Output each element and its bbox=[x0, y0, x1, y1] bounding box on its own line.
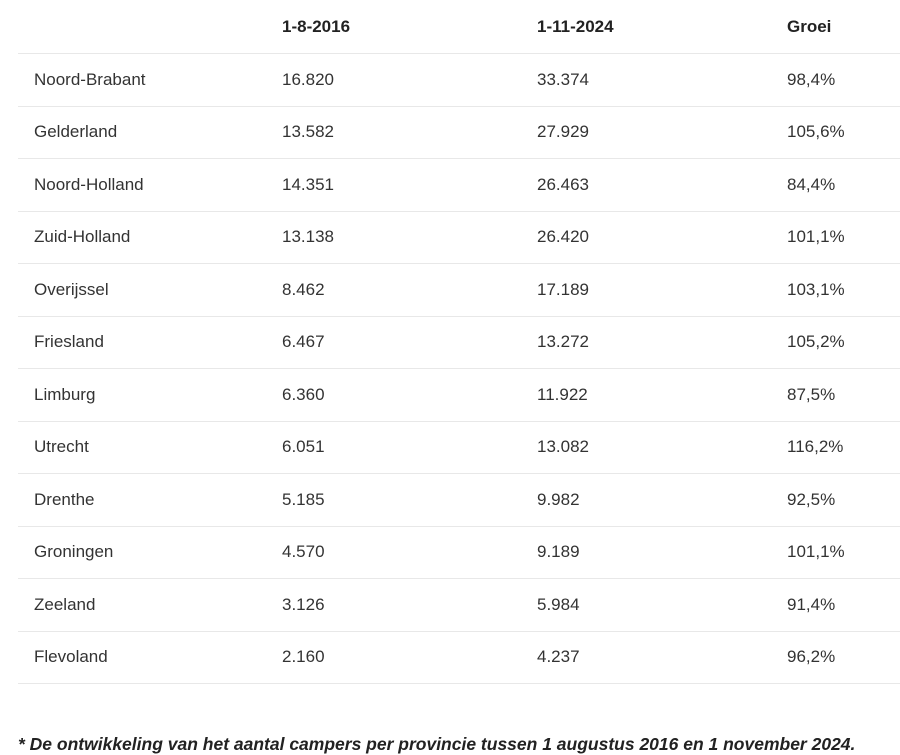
cell-2024: 26.463 bbox=[537, 159, 787, 212]
cell-2016: 8.462 bbox=[282, 264, 537, 317]
cell-growth: 116,2% bbox=[787, 421, 900, 474]
cell-2016: 13.582 bbox=[282, 106, 537, 159]
cell-province: Friesland bbox=[18, 316, 282, 369]
table-row bbox=[18, 106, 900, 159]
campers-table-container bbox=[18, 0, 900, 684]
cell-province: Drenthe bbox=[18, 474, 282, 527]
cell-2024: 33.374 bbox=[537, 54, 787, 107]
cell-province: Utrecht bbox=[18, 421, 282, 474]
cell-2024: 17.189 bbox=[537, 264, 787, 317]
cell-province: Limburg bbox=[18, 369, 282, 422]
header-2024: 1-11-2024 bbox=[537, 0, 787, 54]
cell-2024: 9.982 bbox=[537, 474, 787, 527]
table-row bbox=[18, 421, 900, 474]
table-row bbox=[18, 264, 900, 317]
table-row bbox=[18, 159, 900, 212]
table-row bbox=[18, 526, 900, 579]
table-body bbox=[18, 54, 900, 684]
cell-2024: 11.922 bbox=[537, 369, 787, 422]
cell-growth: 87,5% bbox=[787, 369, 900, 422]
cell-growth: 96,2% bbox=[787, 631, 900, 684]
cell-province: Zuid-Holland bbox=[18, 211, 282, 264]
cell-2016: 4.570 bbox=[282, 526, 537, 579]
cell-2024: 5.984 bbox=[537, 579, 787, 632]
cell-2024: 26.420 bbox=[537, 211, 787, 264]
cell-growth: 92,5% bbox=[787, 474, 900, 527]
table-row bbox=[18, 579, 900, 632]
cell-province: Gelderland bbox=[18, 106, 282, 159]
cell-2024: 13.272 bbox=[537, 316, 787, 369]
table-row bbox=[18, 631, 900, 684]
cell-province: Groningen bbox=[18, 526, 282, 579]
cell-2016: 3.126 bbox=[282, 579, 537, 632]
cell-growth: 84,4% bbox=[787, 159, 900, 212]
table-row bbox=[18, 369, 900, 422]
cell-growth: 105,6% bbox=[787, 106, 900, 159]
cell-growth: 105,2% bbox=[787, 316, 900, 369]
cell-province: Noord-Brabant bbox=[18, 54, 282, 107]
cell-2016: 6.360 bbox=[282, 369, 537, 422]
cell-2016: 6.467 bbox=[282, 316, 537, 369]
cell-growth: 101,1% bbox=[787, 526, 900, 579]
cell-2024: 9.189 bbox=[537, 526, 787, 579]
table-row bbox=[18, 211, 900, 264]
cell-growth: 98,4% bbox=[787, 54, 900, 107]
table-row bbox=[18, 54, 900, 107]
cell-growth: 91,4% bbox=[787, 579, 900, 632]
table-row bbox=[18, 474, 900, 527]
cell-province: Flevoland bbox=[18, 631, 282, 684]
cell-2016: 16.820 bbox=[282, 54, 537, 107]
cell-2016: 6.051 bbox=[282, 421, 537, 474]
cell-2016: 2.160 bbox=[282, 631, 537, 684]
campers-per-province-table bbox=[18, 0, 900, 684]
cell-2024: 4.237 bbox=[537, 631, 787, 684]
cell-2016: 13.138 bbox=[282, 211, 537, 264]
header-row bbox=[18, 0, 900, 54]
cell-growth: 101,1% bbox=[787, 211, 900, 264]
header-province bbox=[18, 0, 282, 54]
cell-2024: 13.082 bbox=[537, 421, 787, 474]
header-growth: Groei bbox=[787, 0, 900, 54]
table-row bbox=[18, 316, 900, 369]
cell-growth: 103,1% bbox=[787, 264, 900, 317]
table-footnote: * De ontwikkeling van het aantal campers per provincie tussen 1 augustus 2016 en 1 november 2024. bbox=[18, 733, 856, 754]
cell-2016: 14.351 bbox=[282, 159, 537, 212]
table-header bbox=[18, 0, 900, 54]
cell-2024: 27.929 bbox=[537, 106, 787, 159]
cell-province: Zeeland bbox=[18, 579, 282, 632]
cell-province: Overijssel bbox=[18, 264, 282, 317]
header-2016: 1-8-2016 bbox=[282, 0, 537, 54]
cell-2016: 5.185 bbox=[282, 474, 537, 527]
cell-province: Noord-Holland bbox=[18, 159, 282, 212]
